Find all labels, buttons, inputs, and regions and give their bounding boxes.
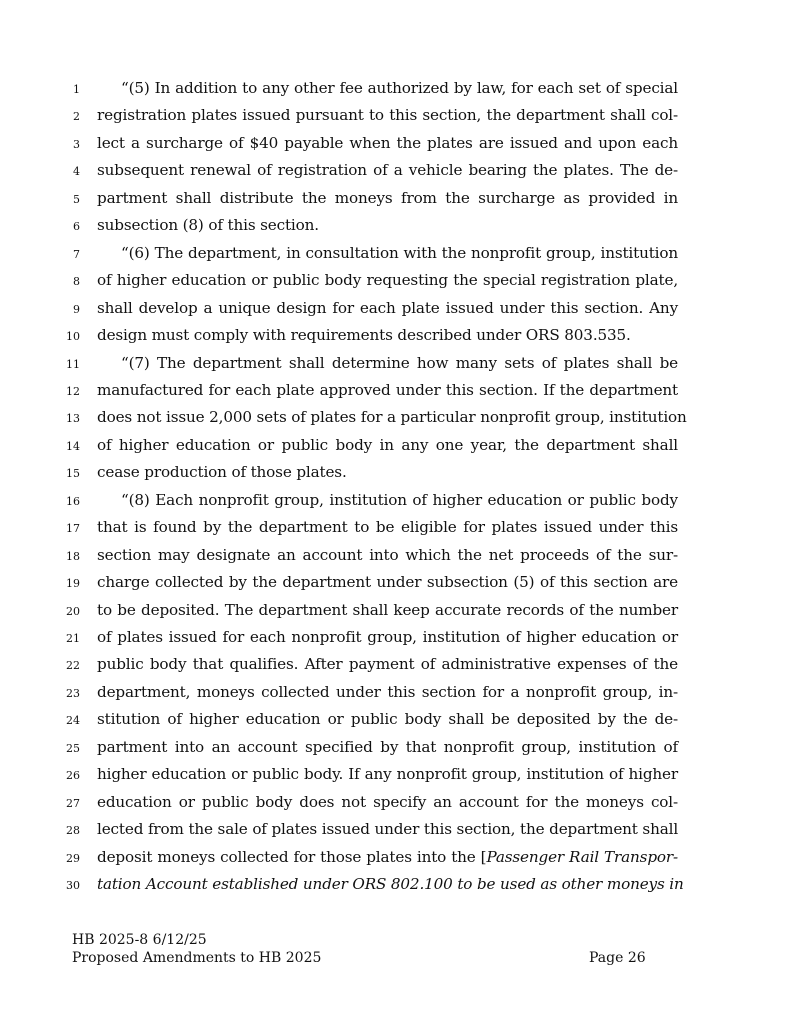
line-number: 3 xyxy=(73,137,80,151)
line-text xyxy=(97,106,678,124)
line-number: 21 xyxy=(66,632,80,645)
line-number: 30 xyxy=(66,879,80,893)
line-text-plain: of plates issued for each nonprofit group, institution of higher education or xyxy=(97,628,678,646)
line-number: 6 xyxy=(73,220,80,234)
text-line xyxy=(0,848,800,875)
text-line xyxy=(0,161,800,188)
footer-title: Proposed Amendments to HB 2025 xyxy=(72,950,322,966)
line-text xyxy=(97,189,678,207)
line-text xyxy=(121,244,678,262)
line-number: 24 xyxy=(66,714,80,728)
line-text xyxy=(97,299,678,317)
text-line xyxy=(0,408,800,435)
line-text xyxy=(97,271,678,289)
line-number: 9 xyxy=(73,302,80,316)
text-line xyxy=(0,820,800,847)
line-number: 12 xyxy=(66,384,80,398)
line-text xyxy=(97,436,678,454)
line-text xyxy=(97,628,678,646)
line-text-plain: “(6) The department, in consultation with the nonprofit group, institution xyxy=(121,243,678,262)
line-text-plain: subsection (8) of this section. xyxy=(97,216,319,235)
line-text-plain: partment into an account specified by that nonprofit group, institution of xyxy=(97,737,678,756)
line-text-plain: of higher education or public body requesting the special registration plate, xyxy=(97,271,678,290)
line-text xyxy=(121,79,678,97)
line-text xyxy=(97,381,678,399)
line-number: 27 xyxy=(66,796,80,810)
line-number: 25 xyxy=(66,741,80,755)
line-text xyxy=(97,738,678,756)
line-text-plain: registration plates issued pursuant to this section, the department shall col- xyxy=(97,106,678,125)
line-text-italic: Passenger Rail Transpor- xyxy=(486,847,678,866)
text-line xyxy=(0,710,800,737)
line-text-plain: charge collected by the department under subsection (5) of this section are xyxy=(97,573,678,592)
text-line xyxy=(0,793,800,820)
line-text xyxy=(97,601,678,619)
text-line xyxy=(0,518,800,545)
line-text xyxy=(97,875,684,894)
line-text xyxy=(97,793,678,811)
line-text-plain: education or public body does not specify an account for the moneys col- xyxy=(97,792,678,811)
text-line xyxy=(0,106,800,133)
line-text-plain: “(5) In addition to any other fee authorized by law, for each set of special xyxy=(121,79,678,97)
line-text xyxy=(97,161,678,179)
text-line xyxy=(0,381,800,408)
line-number: 13 xyxy=(66,412,80,426)
text-line xyxy=(0,491,800,518)
line-text xyxy=(97,848,678,866)
line-number: 15 xyxy=(66,467,80,481)
line-number: 17 xyxy=(66,522,80,536)
footer-bill-line: HB 2025-8 6/12/25 xyxy=(72,932,207,948)
line-number: 16 xyxy=(66,494,80,508)
text-line xyxy=(0,436,800,463)
line-text-italic: tation Account established under ORS 802.100 to be used as other moneys in xyxy=(97,875,684,894)
line-text xyxy=(121,491,678,509)
line-text xyxy=(121,354,678,372)
line-number: 10 xyxy=(66,330,80,344)
line-text-plain: that is found by the department to be eligible for plates issued under this xyxy=(97,518,678,537)
line-number: 5 xyxy=(73,192,80,206)
text-line xyxy=(0,354,800,381)
line-text-plain: “(8) Each nonprofit group, institution of higher education or public body xyxy=(121,490,678,509)
line-text-plain: stitution of higher education or public body shall be deposited by the de- xyxy=(97,710,678,729)
text-line xyxy=(0,463,800,490)
line-text xyxy=(97,573,678,591)
line-text-plain: does not issue 2,000 sets of plates for a particular nonprofit group, institution xyxy=(97,408,687,427)
text-line xyxy=(0,299,800,326)
line-text xyxy=(97,518,678,536)
line-text-plain: cease production of those plates. xyxy=(97,463,347,482)
line-text-plain: deposit moneys collected for those plates into the [ xyxy=(97,847,487,866)
line-text-plain: subsequent renewal of registration of a vehicle bearing the plates. The de- xyxy=(97,161,678,180)
line-text-plain: “(7) The department shall determine how many sets of plates shall be xyxy=(121,353,678,372)
footer-page-number: Page 26 xyxy=(589,950,646,966)
text-line xyxy=(0,244,800,271)
line-number: 8 xyxy=(73,275,80,289)
line-text-plain: lect a surcharge of $40 payable when the plates are issued and upon each xyxy=(97,133,678,152)
line-text xyxy=(97,765,678,783)
line-text xyxy=(97,408,687,427)
line-number: 4 xyxy=(73,165,80,179)
line-text-plain: higher education or public body. If any nonprofit group, institution of higher xyxy=(97,765,678,784)
text-line xyxy=(0,875,800,902)
line-number: 23 xyxy=(66,686,80,700)
text-line xyxy=(0,683,800,710)
line-number: 2 xyxy=(73,110,80,124)
line-text xyxy=(97,710,678,728)
line-text xyxy=(97,134,678,152)
text-line xyxy=(0,573,800,600)
line-number: 14 xyxy=(66,439,80,453)
line-text-plain: partment shall distribute the moneys from the surcharge as provided in xyxy=(97,188,678,207)
line-number: 18 xyxy=(66,549,80,563)
line-number: 22 xyxy=(66,659,80,673)
text-line xyxy=(0,271,800,298)
line-text-plain: department, moneys collected under this section for a nonprofit group, in- xyxy=(97,682,678,701)
text-line xyxy=(0,628,800,655)
line-text-plain: public body that qualifies. After payment of administrative expenses of the xyxy=(97,655,678,674)
line-text xyxy=(97,655,678,673)
line-text-plain: to be deposited. The department shall keep accurate records of the number xyxy=(97,600,678,619)
line-text xyxy=(97,820,678,838)
line-text xyxy=(97,326,678,344)
line-text-plain: section may designate an account into which the net proceeds of the sur- xyxy=(97,545,678,564)
line-text xyxy=(97,463,678,481)
line-number: 19 xyxy=(66,577,80,591)
text-line xyxy=(0,326,800,353)
line-number: 1 xyxy=(73,83,80,96)
text-line xyxy=(0,601,800,628)
line-text-plain: manufactured for each plate approved under this section. If the department xyxy=(97,380,678,399)
text-line xyxy=(0,765,800,792)
text-line xyxy=(0,655,800,682)
line-text xyxy=(97,216,678,234)
text-line xyxy=(0,738,800,765)
line-text xyxy=(97,546,678,564)
line-text-plain: design must comply with requirements described under ORS 803.535. xyxy=(97,326,631,345)
text-line xyxy=(0,79,800,106)
line-number: 20 xyxy=(66,604,80,618)
line-text-plain: of higher education or public body in any one year, the department shall xyxy=(97,435,678,454)
text-line xyxy=(0,189,800,216)
text-line xyxy=(0,216,800,243)
line-number: 26 xyxy=(66,769,80,783)
line-number: 29 xyxy=(66,851,80,865)
line-text-plain: lected from the sale of plates issued under this section, the department shall xyxy=(97,820,679,839)
line-text xyxy=(97,683,678,701)
line-number: 11 xyxy=(66,357,80,371)
line-number: 28 xyxy=(66,824,80,838)
text-line xyxy=(0,134,800,161)
text-line xyxy=(0,546,800,573)
line-number: 7 xyxy=(73,247,80,261)
line-text-plain: shall develop a unique design for each plate issued under this section. Any xyxy=(97,298,678,317)
